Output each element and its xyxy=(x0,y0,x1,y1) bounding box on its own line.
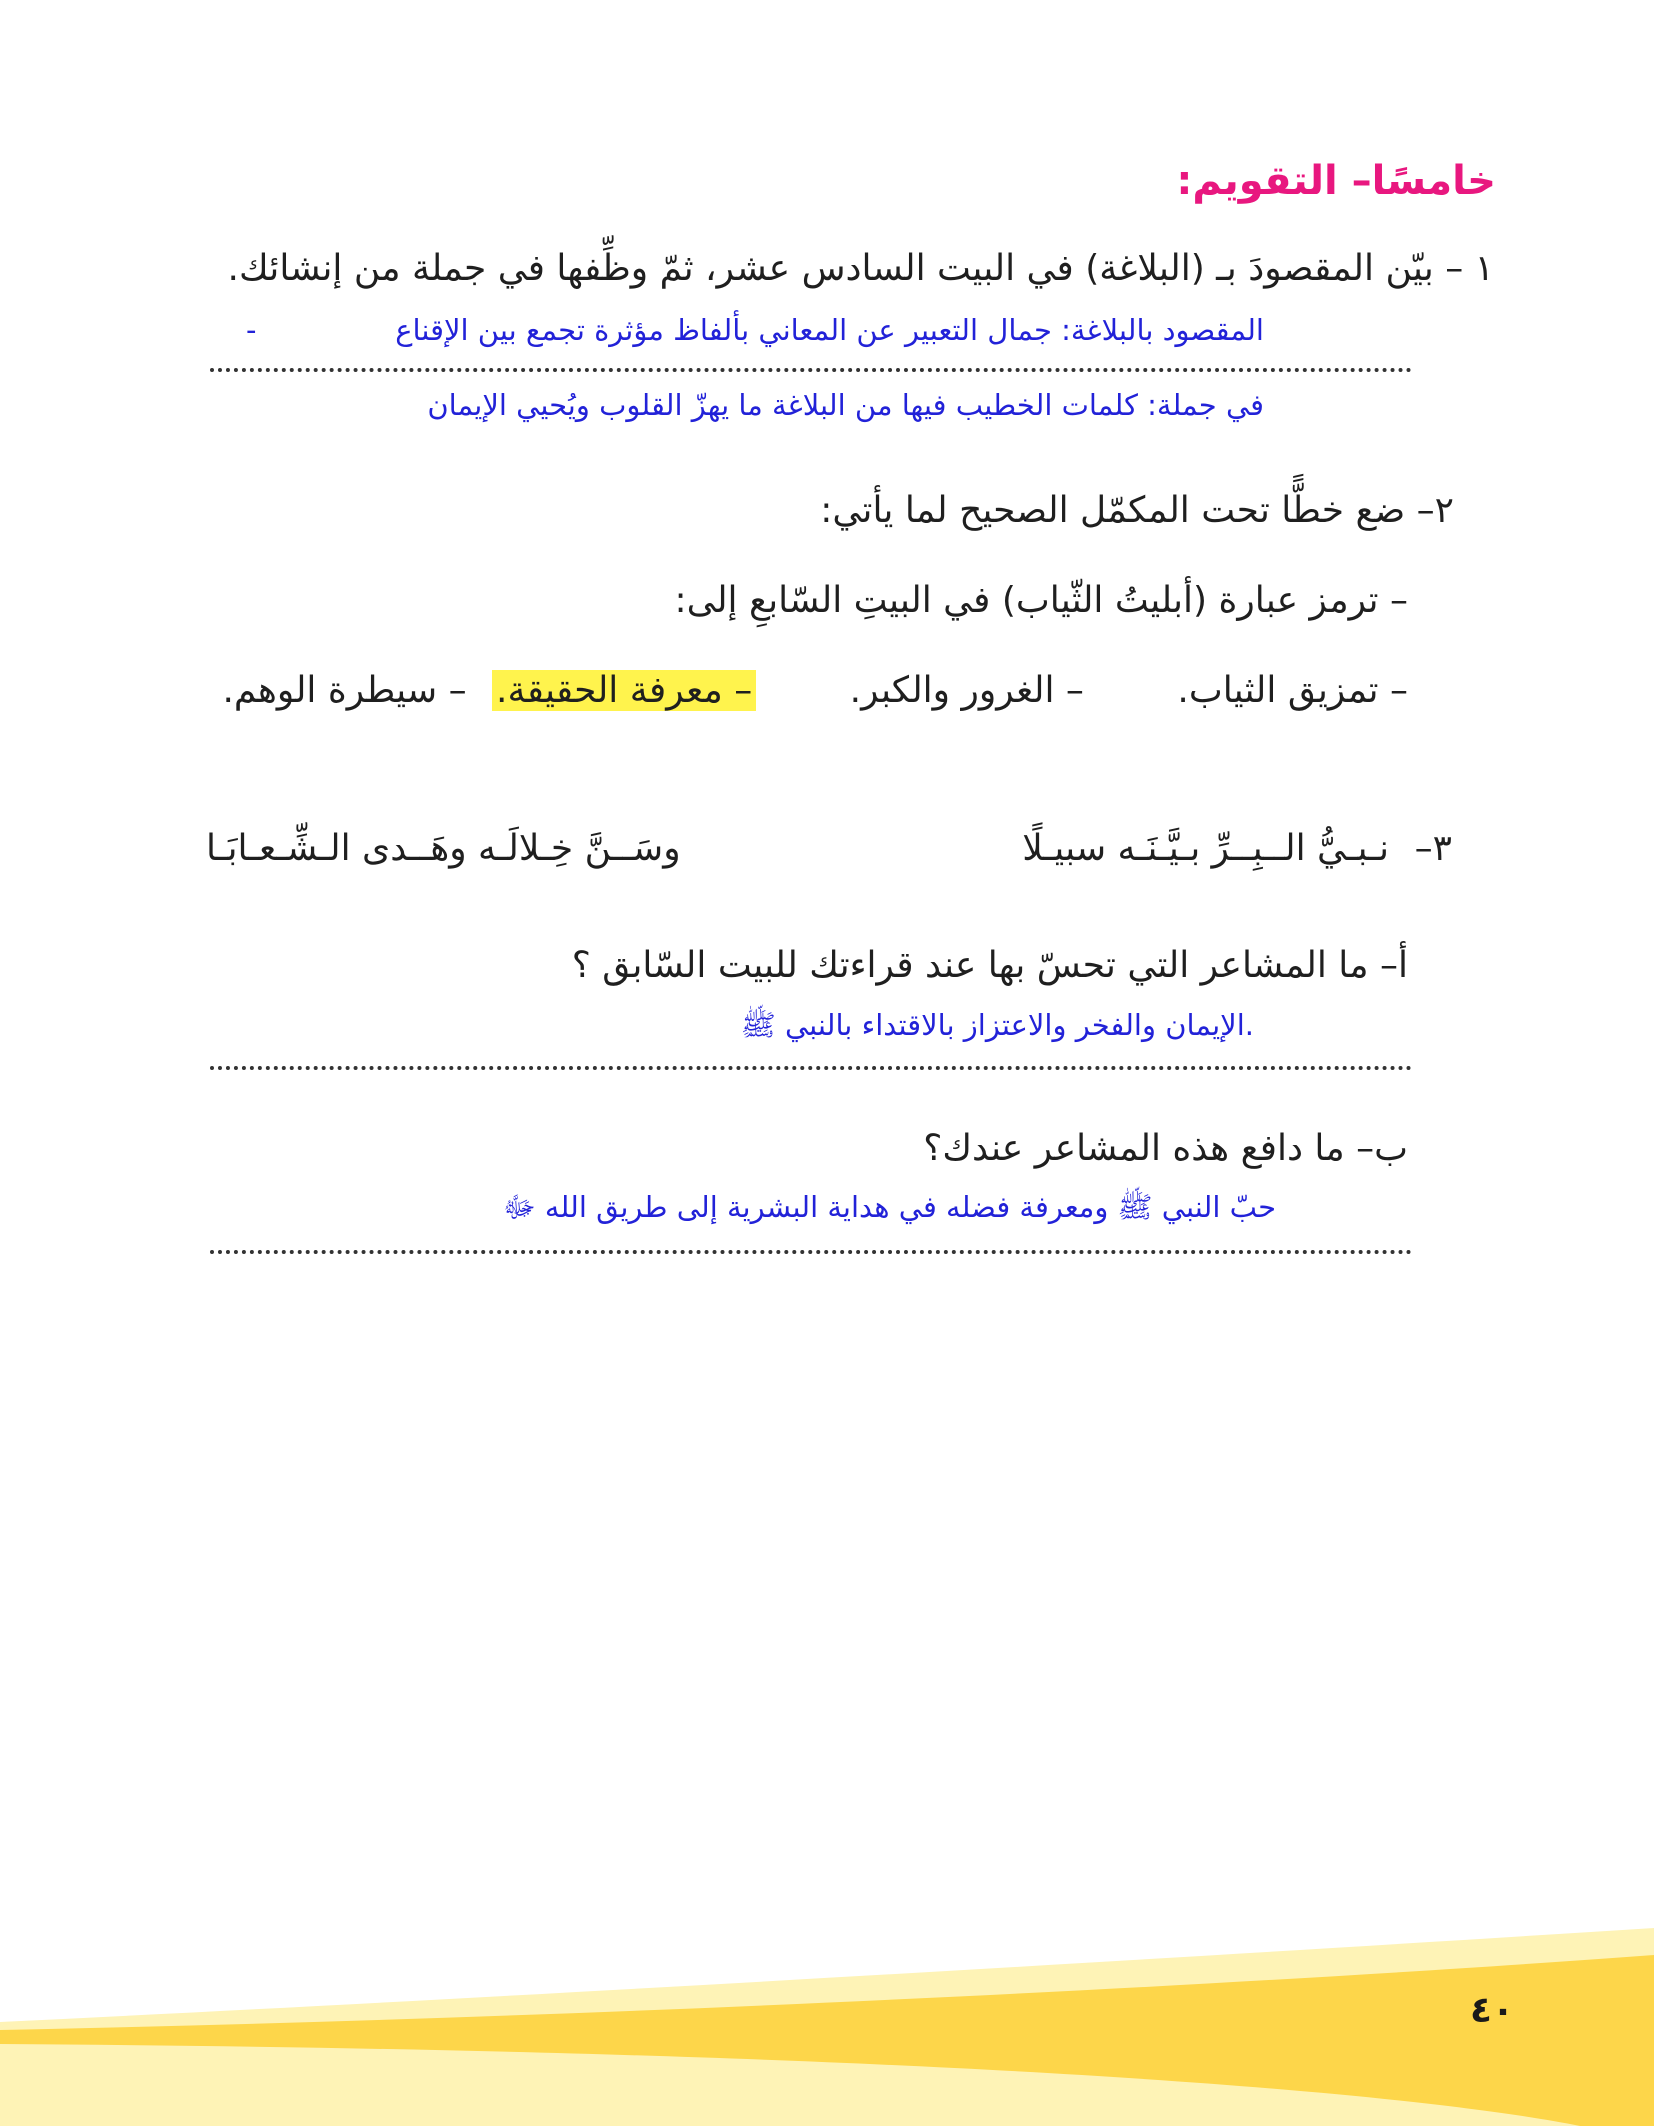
answer-3b: حبّ النبي ﷺ ومعرفة فضله في هداية البشرية إلى طريق الله ﷻ xyxy=(502,1190,1276,1224)
answer-1-dash: - xyxy=(246,313,257,347)
question-2-sub: – ترمز عبارة (أبليتُ الثّياب) في البيتِ السّابعِ إلى: xyxy=(674,580,1408,621)
question-2-options xyxy=(222,670,1408,711)
question-3a: أ– ما المشاعر التي تحسّ بها عند قراءتك للبيت السّابق ؟ xyxy=(571,945,1408,986)
option-2[interactable]: – الغرور والكبر. xyxy=(849,670,1084,711)
option-4[interactable]: – سيطرة الوهم. xyxy=(222,670,467,711)
answer-line xyxy=(210,1066,1412,1070)
option-1[interactable]: – تمزيق الثياب. xyxy=(1177,670,1408,711)
question-2: ٢– ضع خطًّا تحت المكمّل الصحيح لما يأتي: xyxy=(820,490,1454,531)
verse-first-hemistich: نـبـيُّ الــبِــرِّ بـيَّـنَـه سبيـلًا xyxy=(1022,828,1389,869)
option-3-selected[interactable]: – معرفة الحقيقة. xyxy=(492,670,756,711)
answer-1-meaning: المقصود بالبلاغة: جمال التعبير عن المعاني بألفاظ مؤثرة تجمع بين الإقناع xyxy=(395,313,1264,347)
question-1: ١ – بيّن المقصودَ بـ (البلاغة) في البيت السادس عشر، ثمّ وظِّفها في جملة من إنشائك. xyxy=(227,248,1494,289)
question-3b: ب– ما دافع هذه المشاعر عندك؟ xyxy=(923,1128,1408,1169)
answer-1-sentence: في جملة: كلمات الخطيب فيها من البلاغة ما يهزّ القلوب ويُحيي الإيمان xyxy=(427,388,1264,422)
answer-line xyxy=(210,1250,1412,1254)
section-title: خامسًا– التقويم: xyxy=(1176,158,1496,204)
page-number: ٤٠ xyxy=(1470,1990,1514,2031)
answer-3a: .الإيمان والفخر والاعتزاز بالاقتداء بالنبي ﷺ xyxy=(740,1008,1254,1042)
answer-line xyxy=(210,368,1412,372)
question-3-number: ٣– xyxy=(1414,828,1452,869)
verse-second-hemistich: وسَــنَّ خِـلالَـه وهَــدى الـشِّـعـابَـا xyxy=(206,828,681,869)
